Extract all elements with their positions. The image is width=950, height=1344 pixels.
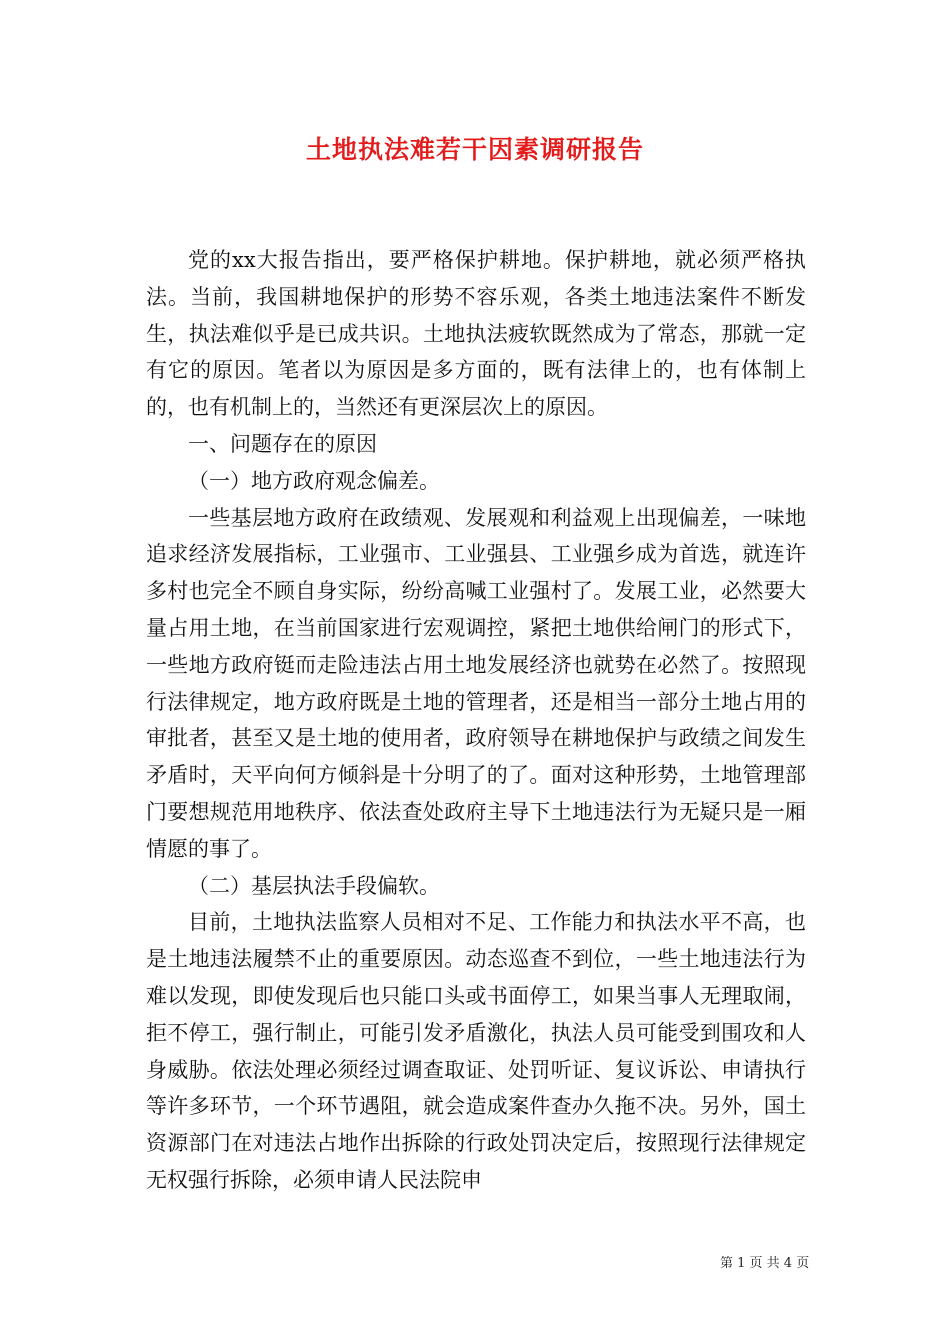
page-number-footer: 第 1 页 共 4 页 <box>720 1256 810 1271</box>
subsection-heading-2: （二）基层执法手段偏软。 <box>188 873 440 898</box>
document-title: 土地执法难若干因素调研报告 <box>305 135 644 164</box>
document-body <box>146 242 806 1199</box>
section-heading-causes: 一、问题存在的原因 <box>188 431 377 456</box>
subsection-1-paragraph: 一些基层地方政府在政绩观、发展观和利益观上出现偏差，一味地追求经济发展指标，工业强市、工业强县、工业强乡成为首选，就连许多村也完全不顾自身实际，纷纷高喊工业强村了。发展工业，必然要大量占用土地，在当前国家进行宏观调控，紧把土地供给闸门的形式下，一些地方政府铤而走险违法占用土地发展经济也就势在必然了。按照现行法律规定，地方政府既是土地的管理者，还是相当一部分土地占用的审批者，甚至又是土地的使用者，政府领导在耕地保护与政绩之间发生矛盾时，天平向何方倾斜是十分明了的了。面对这种形势，土地管理部门要想规范用地秩序、依法查处政府主导下土地违法行为无疑只是一厢情愿的事了。 <box>146 505 806 861</box>
intro-paragraph: 党的xx大报告指出，要严格保护耕地。保护耕地，就必须严格执法。当前，我国耕地保护的形势不容乐观，各类土地违法案件不断发生，执法难似乎是已成共识。土地执法疲软既然成为了常态，那就一定有它的原因。笔者以为原因是多方面的，既有法律上的，也有体制上的，也有机制上的，当然还有更深层次上的原因。 <box>146 248 806 420</box>
subsection-2-paragraph: 目前，土地执法监察人员相对不足、工作能力和执法水平不高，也是土地违法履禁不止的重要原因。动态巡查不到位，一些土地违法行为难以发现，即使发现后也只能口头或书面停工，如果当事人无理取闹，拒不停工，强行制止，可能引发矛盾激化，执法人员可能受到围攻和人身威胁。依法处理必须经过调查取证、处罚听证、复议诉讼、申请执行等许多环节，一个环节遇阻，就会造成案件查办久拖不决。另外，国土资源部门在对违法占地作出拆除的行政处罚决定后，按照现行法律规定无权强行拆除，必须申请人民法院申 <box>146 910 806 1192</box>
subsection-heading-1: （一）地方政府观念偏差。 <box>188 468 440 493</box>
